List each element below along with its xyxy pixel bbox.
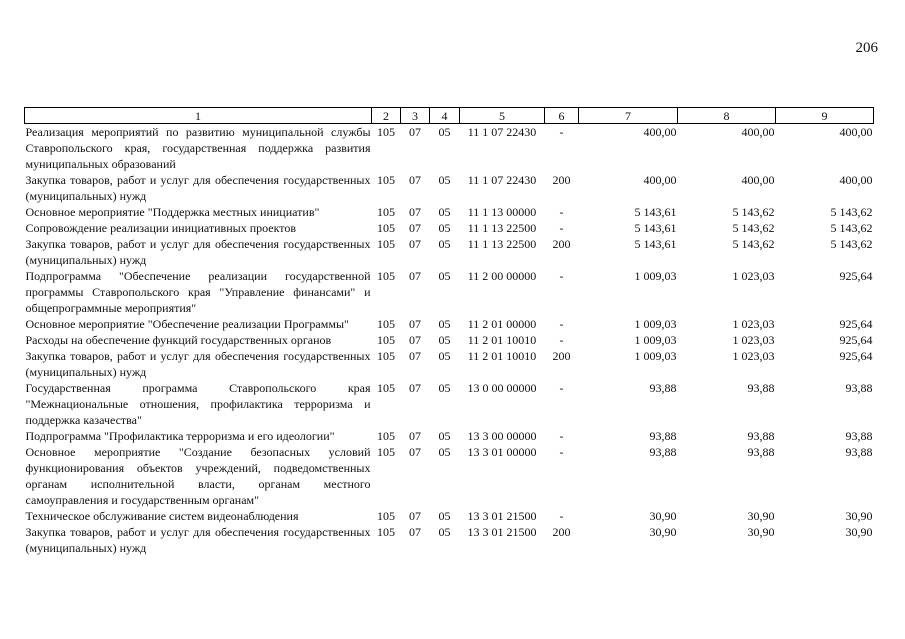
- row-name: Закупка товаров, работ и услуг для обеспечения государственных (муниципальных) нужд: [25, 173, 371, 203]
- row-amount-year3: 925,64: [839, 269, 873, 283]
- row-name: Основное мероприятие "Создание безопасных условий функционирования объектов учреждений, подведомственных органам исполнительной власти, органам местного самоуправления и государственным органам": [25, 445, 371, 507]
- row-amount-year2: 1 023,03: [732, 269, 775, 283]
- table-row: [25, 316, 874, 332]
- row-amount-year1: 1 009,03: [634, 317, 677, 331]
- page-number: 206: [855, 40, 878, 56]
- row-name: Сопровождение реализации инициативных проектов: [25, 221, 297, 235]
- row-amount-year2: 5 143,62: [732, 205, 775, 219]
- row-ved-code: 105: [377, 205, 395, 219]
- row-subsection-code: 05: [438, 269, 451, 283]
- table-row: [25, 124, 874, 173]
- row-target-article: 11 2 01 10010: [467, 349, 537, 363]
- row-amount-year2: 5 143,62: [732, 237, 775, 251]
- row-ved-code: 105: [377, 125, 395, 139]
- row-subsection-code: 05: [438, 333, 451, 347]
- row-ved-code: 105: [377, 445, 395, 459]
- row-name: Подпрограмма "Профилактика терроризма и его идеологии": [25, 429, 335, 443]
- row-section-code: 07: [409, 173, 421, 187]
- row-amount-year2: 5 143,62: [732, 221, 775, 235]
- column-header-9: 9: [776, 108, 874, 124]
- column-header-3: 3: [401, 108, 430, 124]
- row-subsection-code: 05: [438, 237, 451, 251]
- table-row: [25, 444, 874, 508]
- row-amount-year2: 93,88: [747, 381, 775, 395]
- column-header-6: 6: [545, 108, 579, 124]
- row-subsection-code: 05: [438, 317, 451, 331]
- row-subsection-code: 05: [438, 205, 451, 219]
- row-subsection-code: 05: [438, 381, 451, 395]
- row-amount-year2: 1 023,03: [732, 317, 775, 331]
- row-amount-year1: 1 009,03: [634, 269, 677, 283]
- table-row: [25, 380, 874, 428]
- row-ved-code: 105: [377, 509, 395, 523]
- row-amount-year1: 93,88: [649, 445, 677, 459]
- row-section-code: 07: [409, 333, 421, 347]
- row-amount-year1: 400,00: [643, 173, 677, 187]
- row-name: Реализация мероприятий по развитию муниципальной службы Ставропольского края, государственная поддержка развития муниципальных образований: [25, 125, 371, 171]
- row-expense-type: -: [559, 125, 564, 139]
- row-section-code: 07: [409, 381, 421, 395]
- row-expense-type: 200: [552, 173, 571, 187]
- row-amount-year3: 925,64: [839, 333, 873, 347]
- row-target-article: 11 1 07 22430: [467, 173, 537, 187]
- row-subsection-code: 05: [438, 525, 451, 539]
- row-amount-year3: 5 143,62: [830, 221, 873, 235]
- row-ved-code: 105: [377, 237, 395, 251]
- table-row: [25, 524, 874, 556]
- row-ved-code: 105: [377, 317, 395, 331]
- row-name: Закупка товаров, работ и услуг для обеспечения государственных (муниципальных) нужд: [25, 237, 371, 267]
- row-amount-year3: 400,00: [839, 125, 873, 139]
- row-name: Техническое обслуживание систем видеонаблюдения: [25, 509, 299, 523]
- row-amount-year3: 30,90: [845, 525, 873, 539]
- table-row: [25, 220, 874, 236]
- row-section-code: 07: [409, 525, 421, 539]
- row-amount-year3: 93,88: [845, 445, 873, 459]
- row-expense-type: -: [559, 333, 564, 347]
- row-expense-type: -: [559, 429, 564, 443]
- row-target-article: 13 3 01 21500: [467, 525, 537, 539]
- row-subsection-code: 05: [438, 173, 451, 187]
- row-target-article: 11 2 01 10010: [467, 333, 537, 347]
- table-row: [25, 348, 874, 380]
- budget-table: [24, 107, 874, 556]
- row-subsection-code: 05: [438, 509, 451, 523]
- row-target-article: 13 3 00 00000: [467, 429, 537, 443]
- row-ved-code: 105: [377, 173, 395, 187]
- row-section-code: 07: [409, 349, 421, 363]
- row-amount-year3: 925,64: [839, 349, 873, 363]
- row-target-article: 11 2 01 00000: [467, 317, 537, 331]
- row-name: Закупка товаров, работ и услуг для обеспечения государственных (муниципальных) нужд: [25, 525, 371, 555]
- row-section-code: 07: [409, 237, 421, 251]
- row-name: Основное мероприятие "Поддержка местных инициатив": [25, 205, 320, 219]
- row-expense-type: -: [559, 317, 564, 331]
- row-ved-code: 105: [377, 381, 395, 395]
- table-row: [25, 508, 874, 524]
- row-amount-year2: 30,90: [747, 525, 775, 539]
- row-section-code: 07: [409, 429, 421, 443]
- row-expense-type: 200: [552, 525, 571, 539]
- row-amount-year1: 30,90: [649, 525, 677, 539]
- row-section-code: 07: [409, 205, 421, 219]
- row-expense-type: -: [559, 269, 564, 283]
- row-target-article: 13 3 01 21500: [467, 509, 537, 523]
- row-amount-year3: 400,00: [839, 173, 873, 187]
- row-amount-year2: 400,00: [741, 173, 775, 187]
- row-amount-year1: 5 143,61: [634, 237, 677, 251]
- row-amount-year3: 5 143,62: [830, 205, 873, 219]
- column-header-1: 1: [25, 108, 372, 124]
- row-section-code: 07: [409, 445, 421, 459]
- table-row: [25, 428, 874, 444]
- row-amount-year1: 400,00: [643, 125, 677, 139]
- row-ved-code: 105: [377, 429, 395, 443]
- row-expense-type: -: [559, 445, 564, 459]
- row-section-code: 07: [409, 509, 421, 523]
- row-subsection-code: 05: [438, 429, 451, 443]
- row-target-article: 11 1 07 22430: [467, 125, 537, 139]
- column-header-7: 7: [579, 108, 678, 124]
- column-header-2: 2: [372, 108, 401, 124]
- row-ved-code: 105: [377, 221, 395, 235]
- row-expense-type: 200: [552, 237, 571, 251]
- row-target-article: 11 1 13 00000: [467, 205, 537, 219]
- row-amount-year1: 93,88: [649, 381, 677, 395]
- column-header-8: 8: [678, 108, 776, 124]
- row-amount-year1: 1 009,03: [634, 349, 677, 363]
- row-amount-year2: 1 023,03: [732, 333, 775, 347]
- row-name: Закупка товаров, работ и услуг для обеспечения государственных (муниципальных) нужд: [25, 349, 371, 379]
- row-expense-type: -: [559, 221, 564, 235]
- row-expense-type: -: [559, 509, 564, 523]
- row-amount-year1: 30,90: [649, 509, 677, 523]
- row-expense-type: -: [559, 205, 564, 219]
- column-header-4: 4: [430, 108, 460, 124]
- row-ved-code: 105: [377, 269, 395, 283]
- row-amount-year2: 400,00: [741, 125, 775, 139]
- column-header-5: 5: [460, 108, 545, 124]
- row-amount-year3: 5 143,62: [830, 237, 873, 251]
- row-amount-year3: 30,90: [845, 509, 873, 523]
- row-amount-year2: 93,88: [747, 445, 775, 459]
- row-name: Государственная программа Ставропольского края "Межнациональные отношения, профилактика терроризма и поддержка казачества": [25, 381, 371, 427]
- row-target-article: 11 1 13 22500: [467, 221, 537, 235]
- table-row: [25, 332, 874, 348]
- row-expense-type: 200: [552, 349, 571, 363]
- row-subsection-code: 05: [438, 125, 451, 139]
- row-target-article: 11 1 13 22500: [467, 237, 537, 251]
- table-row: [25, 236, 874, 268]
- row-name: Основное мероприятие "Обеспечение реализации Программы": [25, 317, 349, 331]
- row-target-article: 13 0 00 00000: [467, 381, 537, 395]
- header-row: [25, 108, 874, 124]
- row-section-code: 07: [409, 221, 421, 235]
- row-ved-code: 105: [377, 333, 395, 347]
- row-amount-year1: 5 143,61: [634, 221, 677, 235]
- row-amount-year1: 5 143,61: [634, 205, 677, 219]
- row-subsection-code: 05: [438, 445, 451, 459]
- row-target-article: 11 2 00 00000: [467, 269, 537, 283]
- row-ved-code: 105: [377, 349, 395, 363]
- row-section-code: 07: [409, 125, 421, 139]
- row-amount-year2: 1 023,03: [732, 349, 775, 363]
- row-amount-year3: 93,88: [845, 381, 873, 395]
- row-expense-type: -: [559, 381, 564, 395]
- row-amount-year2: 93,88: [747, 429, 775, 443]
- row-ved-code: 105: [377, 525, 395, 539]
- row-subsection-code: 05: [438, 221, 451, 235]
- row-amount-year3: 93,88: [845, 429, 873, 443]
- table-row: [25, 172, 874, 204]
- row-name: Расходы на обеспечение функций государственных органов: [25, 333, 332, 347]
- row-amount-year1: 1 009,03: [634, 333, 677, 347]
- row-subsection-code: 05: [438, 349, 451, 363]
- row-amount-year1: 93,88: [649, 429, 677, 443]
- row-amount-year3: 925,64: [839, 317, 873, 331]
- row-name: Подпрограмма "Обеспечение реализации государственной программы Ставропольского края "Управление финансами" и общепрограммные мероприятия": [25, 269, 371, 315]
- table-row: [25, 268, 874, 316]
- row-section-code: 07: [409, 317, 421, 331]
- row-target-article: 13 3 01 00000: [467, 445, 537, 459]
- table-row: [25, 204, 874, 220]
- row-section-code: 07: [409, 269, 421, 283]
- row-amount-year2: 30,90: [747, 509, 775, 523]
